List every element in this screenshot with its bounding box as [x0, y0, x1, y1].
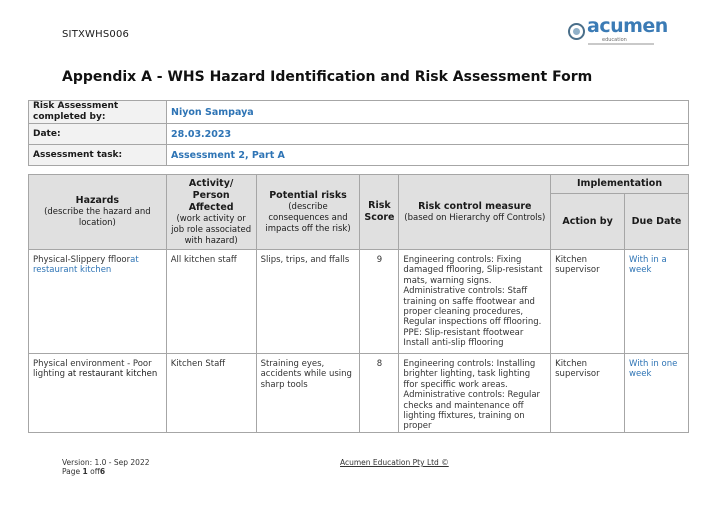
risks-header-sub: (describe consequences and impacts off the risk) [265, 201, 351, 234]
risk-score-cell[interactable]: 8 [360, 354, 399, 433]
control-column-header [399, 175, 551, 250]
info-row-date [29, 124, 689, 145]
due-date-cell[interactable]: With in one week [625, 354, 689, 433]
action-by-column-header: Action by [551, 194, 625, 250]
logo-tagline [588, 43, 654, 45]
hazards-column-header [29, 175, 167, 250]
logo-subtext: education [602, 37, 627, 43]
page-current: 1 [82, 467, 88, 476]
table-header-row [29, 175, 689, 194]
score-header-title: Risk Score [364, 200, 395, 223]
activity-cell[interactable]: Kitchen Staff [166, 354, 256, 433]
control-header-sub: (based on Hierarchy off Controls) [404, 212, 546, 223]
hazard-location: at restaurant kitchen [33, 255, 139, 276]
hazard-cell[interactable] [29, 354, 167, 433]
table-row [29, 250, 689, 354]
score-column-header [360, 175, 399, 250]
assessment-task-value[interactable]: Assessment 2, Part A [167, 145, 689, 166]
assessment-info-table [28, 100, 689, 166]
hazard-text: Physical environment - Poor lighting [33, 359, 152, 380]
page-title: Appendix A - WHS Hazard Identification and Risk Assessment Form [62, 69, 593, 85]
activity-header-title: Activity/ Person Affected [188, 177, 234, 213]
info-row-task [29, 145, 689, 166]
completed-by-label: Risk Assessment completed by: [29, 101, 167, 124]
hazard-text: Physical-Slippery ffloor [33, 255, 131, 265]
hazards-header-sub: (describe the hazard and location) [44, 207, 151, 228]
risk-score-cell[interactable]: 9 [360, 250, 399, 354]
acumen-logo [566, 15, 668, 46]
logo-emblem-icon [568, 23, 585, 40]
risks-cell[interactable]: Straining eyes, accidents while using sharp tools [256, 354, 360, 433]
hazards-header-title: Hazards [75, 195, 120, 206]
activity-cell[interactable]: All kitchen staff [166, 250, 256, 354]
risks-column-header [256, 175, 360, 250]
implementation-header-title: Implementation [577, 178, 663, 189]
risks-header-title: Potential risks [269, 189, 347, 201]
implementation-header [551, 175, 689, 194]
due-date-column-header: Due Date [625, 194, 689, 250]
risks-cell[interactable]: Slips, trips, and ffalls [256, 250, 360, 354]
document-code: SITXWHS006 [62, 29, 130, 40]
due-date-cell[interactable]: With in a week [625, 250, 689, 354]
page-of: off [87, 467, 100, 476]
hazard-location: at restaurant kitchen [67, 369, 158, 380]
completed-by-value[interactable]: Niyon Sampaya [167, 101, 689, 124]
date-label: Date: [29, 124, 167, 145]
date-value[interactable]: 28.03.2023 [167, 124, 689, 145]
control-measure-cell[interactable]: Engineering controls: Fixing damaged fflooring, Slip-resistant mats, warning signs. Administrative controls: Staff training on saffe ffootwear and proper cleaning procedures, Regular inspections off fflooring. PPE: Slip-resistant ffootwear Install anti-slip fflooring [399, 250, 551, 354]
action-by-cell[interactable]: Kitchen supervisor [551, 354, 625, 433]
control-header-title: Risk control measure [418, 200, 532, 212]
activity-column-header [166, 175, 256, 250]
info-row-completed-by [29, 101, 689, 124]
footer-company-link[interactable]: Acumen Education Pty Ltd © [340, 458, 449, 467]
page-total: 6 [99, 467, 106, 476]
footer-version: Version: 1.0 - Sep 2022 [62, 458, 150, 467]
assessment-task-label: Assessment task: [29, 145, 167, 166]
activity-header-sub: (work activity or job role associated with hazard) [171, 213, 252, 246]
logo-wordmark: acumen [587, 15, 668, 37]
control-measure-cell[interactable]: Engineering controls: Installing brighter lighting, task lighting ffor speciffic work areas. Administrative controls: Regular checks and maintenance off lighting ffixtures, training on proper [399, 354, 551, 433]
hazard-risk-table [28, 174, 689, 433]
table-row [29, 354, 689, 433]
footer-page-number [62, 467, 105, 476]
action-by-cell[interactable]: Kitchen supervisor [551, 250, 625, 354]
page-prefix: Page [62, 467, 83, 476]
hazard-cell[interactable] [29, 250, 167, 354]
